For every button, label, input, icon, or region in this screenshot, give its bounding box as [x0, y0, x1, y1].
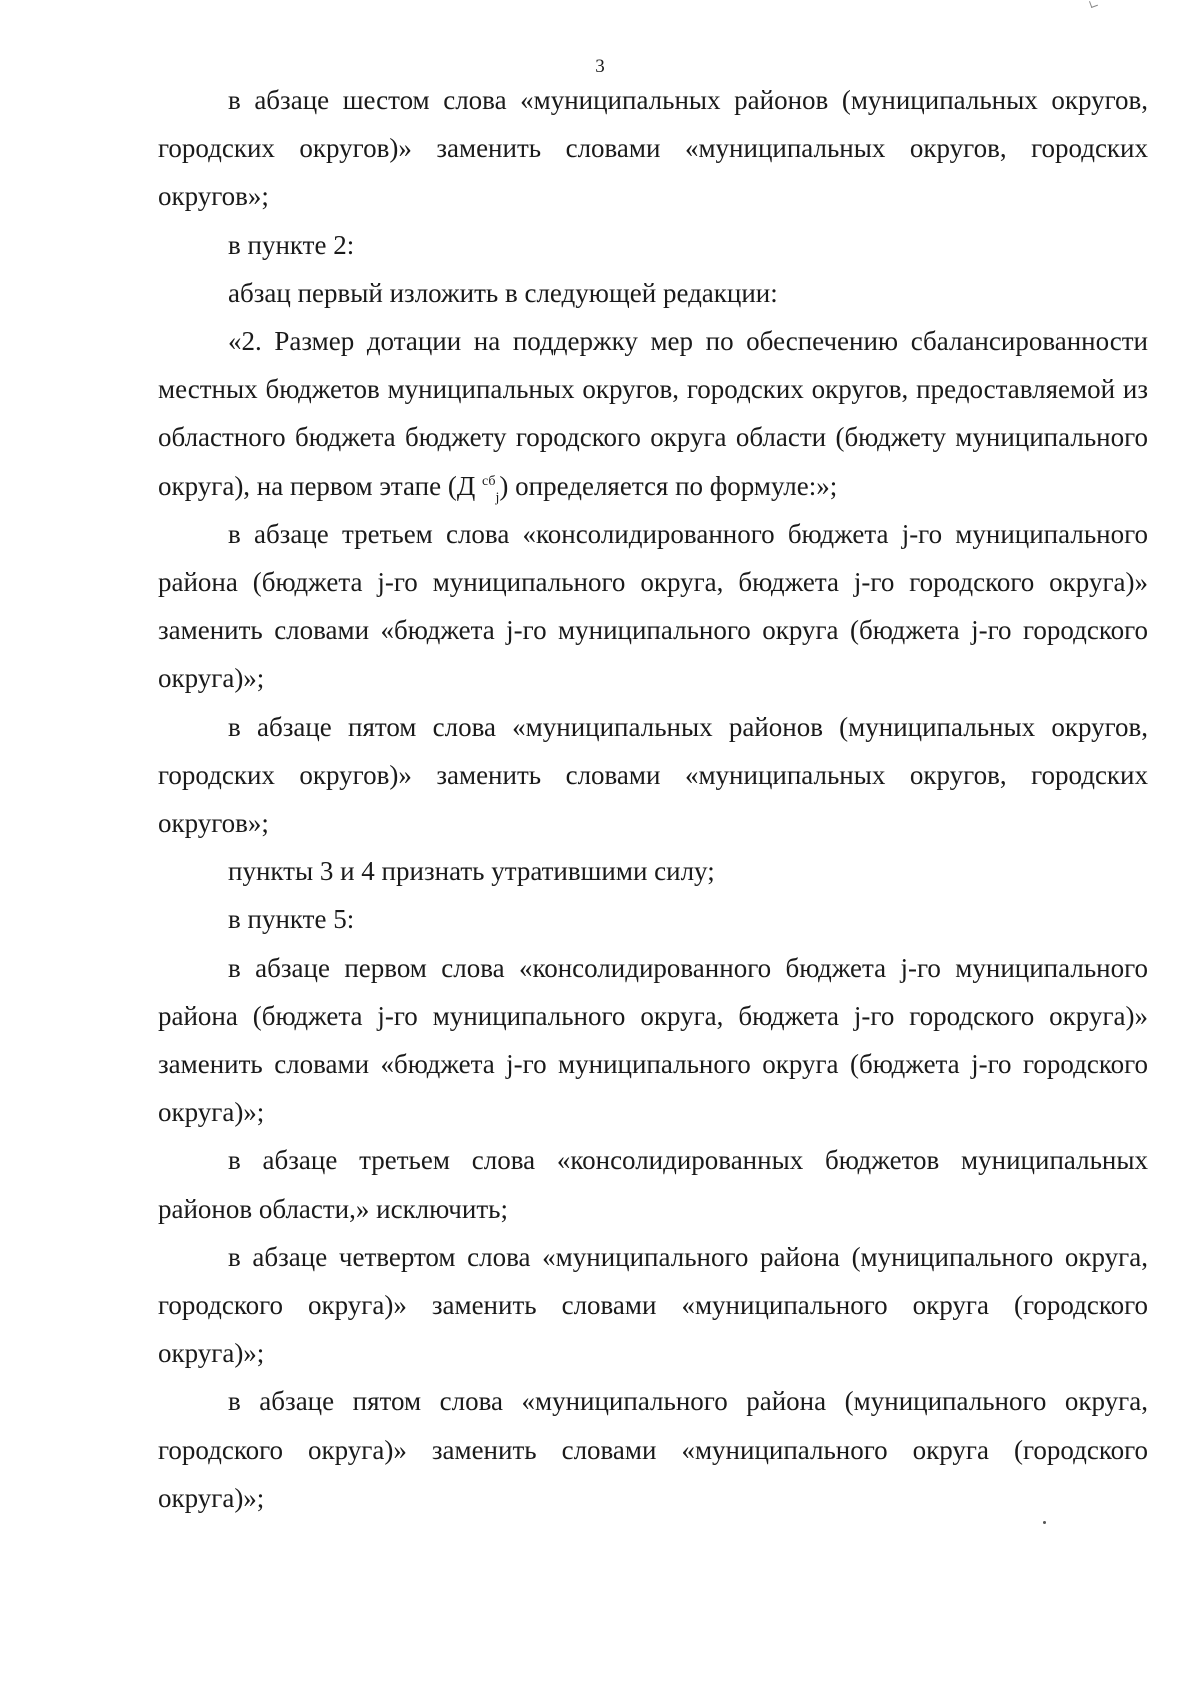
paragraph-formula	[158, 317, 1148, 510]
paragraph-10: в абзаце третьем слова «консолидированных бюджетов муниципальных районов области,» исключить;	[158, 1145, 1148, 1224]
document-body	[158, 76, 1148, 1522]
page-number: 3	[595, 56, 605, 77]
paragraph-5: в абзаце третьем слова «консолидированного бюджета j-го муниципального района (бюджета j-го муниципального округа, бюджета j-го городского округа)» заменить словами «бюджета j-го муниципального округа (бюджета j-го городского округа)»;	[158, 518, 1148, 694]
formula-superscript: сб	[482, 473, 496, 489]
paragraph-12: в абзаце пятом слова «муниципального района (муниципального округа, городского округа)» заменить словами «муниципального округа (городского округа)»;	[158, 1386, 1148, 1513]
paragraph-2: в пункте 2:	[228, 229, 355, 260]
formula-text-before: «2. Размер дотации на поддержку мер по обеспечению сбалансированности местных бюджетов муниципальных округов, городских округов, предоставляемой из областного бюджета бюджету городского округа области (бюджету муниципального округа), на первом этапе (Д	[158, 326, 1148, 501]
paragraph-6: в абзаце пятом слова «муниципальных районов (муниципальных округов, городских округов)» заменить словами «муниципальных округов, городских округов»;	[158, 711, 1148, 839]
scan-mark	[1089, 0, 1098, 8]
paragraph-8: в пункте 5:	[228, 904, 355, 935]
scan-dot	[1043, 1521, 1046, 1524]
formula-text-after: ) определяется по формуле:»;	[499, 470, 838, 501]
paragraph-7: пункты 3 и 4 признать утратившими силу;	[228, 856, 715, 887]
formula-subscript: j	[495, 490, 500, 506]
paragraph-1: в абзаце шестом слова «муниципальных районов (муниципальных округов, городских округов)» заменить словами «муниципальных округов, городских округов»;	[158, 85, 1148, 212]
paragraph-3: абзац первый изложить в следующей редакции:	[228, 277, 778, 308]
paragraph-11: в абзаце четвертом слова «муниципального района (муниципального округа, городского округа)» заменить словами «муниципального округа (городского округа)»;	[158, 1241, 1148, 1369]
paragraph-9: в абзаце первом слова «консолидированного бюджета j-го муниципального района (бюджета j-го муниципального округа, бюджета j-го городского округа)» заменить словами «бюджета j-го муниципального округа (бюджета j-го городского округа)»;	[158, 952, 1148, 1128]
